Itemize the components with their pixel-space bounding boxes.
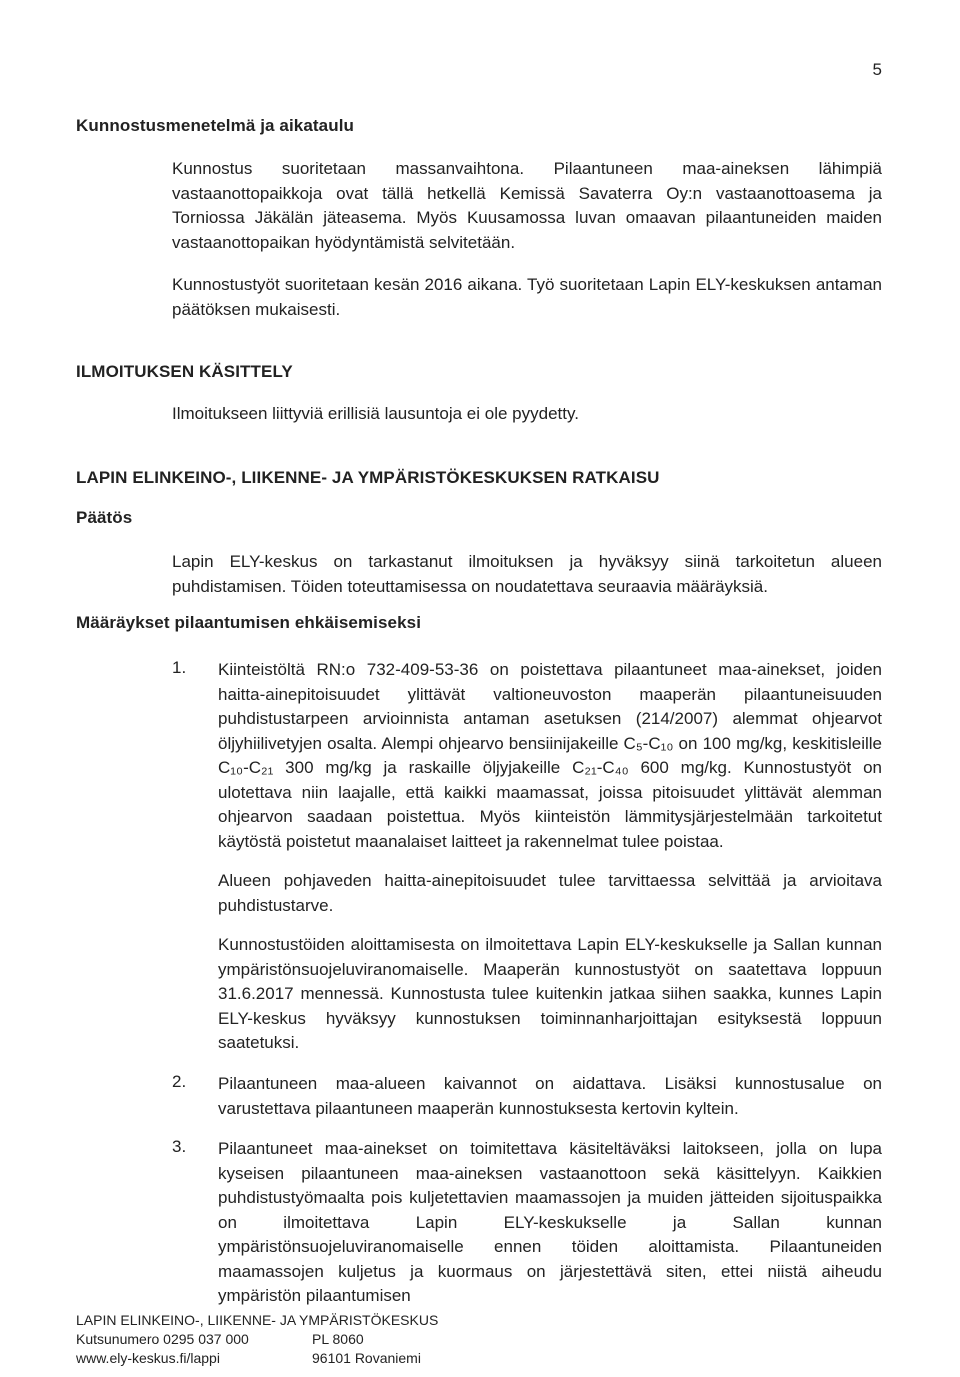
item-1-paragraph-1: Kiinteistöltä RN:o 732-409-53-36 on poistettava pilaantuneet maa-ainekset, joiden haitta-ainepitoisuudet ylittävät valtioneuvoston maaperän pilaantuneisuuden puhdistustarpeen arvioinnista antaman asetuksen (214/2007) alemmat ohjearvot öljyhiilivetyjen osalta. Alempi ohjearvo bensiinijakeille C₅-C₁₀ on 100 mg/kg, keskitisleille C₁₀-C₂₁ 300 mg/kg ja raskaille öljyjakeille C₂₁-C₄₀ 600 mg/kg. Kunnostustyöt on ulotettava niin laajalle, että kaikki maamassat, joissa pitoisuudet ylittävät alemman ohjearvon saadaan poistettua. Myös kiinteistön lämmitysjärjestelmään tarkoitetut käytöstä poistetut maanalaiset laitteet ja rakennelmat tulee poistaa.: [218, 660, 882, 851]
paragraph-menetelma-2: Kunnostustyöt suoritetaan kesän 2016 aikana. Työ suoritetaan Lapin ELY-keskuksen antaman päätöksen mukaisesti.: [172, 275, 882, 319]
item-1-paragraph-3: Kunnostustöiden aloittamisesta on ilmoitettava Lapin ELY-keskukselle ja Sallan kunnan ympäristönsuojeluviranomaiselle. Maaperän kunnostustyöt on saatettava loppuun 31.6.2017 mennessä. Kunnostusta tulee kuitenkin jatkaa siihen saakka, kunnes Lapin ELY-keskus hyväksyy kunnostuksen toiminnanharjoittajan esityksestä loppuun saatetuksi.: [218, 935, 882, 1052]
page-footer: [76, 1311, 438, 1368]
item-number: 1.: [172, 658, 187, 677]
footer-postal: 96101 Rovaniemi: [312, 1350, 421, 1366]
footer-org: LAPIN ELINKEINO-, LIIKENNE- JA YMPÄRISTÖKESKUS: [76, 1312, 439, 1328]
footer-pobox: PL 8060: [312, 1331, 364, 1347]
page-number: 5: [872, 60, 882, 79]
section-heading-maaraykset: Määräykset pilaantumisen ehkäisemiseksi: [76, 613, 422, 632]
section-heading-paatos: Päätös: [76, 508, 133, 527]
section-heading-ratkaisu: LAPIN ELINKEINO-, LIIKENNE- JA YMPÄRISTÖKESKUKSEN RATKAISU: [76, 468, 660, 487]
item-3-paragraph-1: Pilaantuneet maa-ainekset on toimitettava käsiteltäväksi laitokseen, jolla on lupa kyseisen pilaantuneen maa-aineksen vastaanottoon sekä käsittelyyn. Kaikkien puhdistustyömaalta pois kuljetettavien maamassojen ja muiden jätteiden sijoituspaikka on ilmoitettava Lapin ELY-keskukselle ja Sallan kunnan ympäristönsuojeluviranomaiselle ennen töiden aloittamista. Pilaantuneiden maamassojen kuljetus ja kuormaus on järjestettävä siten, ettei niistä aiheudu ympäristön pilaantumisen: [218, 1139, 882, 1305]
paragraph-paatos: Lapin ELY-keskus on tarkastanut ilmoituksen ja hyväksyy siinä tarkoitetun alueen puhdistamisen. Töiden toteuttamisessa on noudatettava seuraavia määräyksiä.: [172, 552, 882, 596]
section-heading-kunnostusmenetelma: Kunnostusmenetelmä ja aikataulu: [76, 116, 355, 135]
item-number: 2.: [172, 1072, 187, 1091]
section-heading-ilmoituksen-kasittely: ILMOITUKSEN KÄSITTELY: [76, 362, 293, 381]
item-2-paragraph-1: Pilaantuneen maa-alueen kaivannot on aidattava. Lisäksi kunnostusalue on varustettava pilaantuneen maaperän kunnostuksesta kertovin kyltein.: [218, 1074, 882, 1118]
paragraph-menetelma-1: Kunnostus suoritetaan massanvaihtona. Pilaantuneen maa-aineksen lähimpiä vastaanottopaikkoja ovat tällä hetkellä Kemissä Savaterra Oy:n vastaanottoasema ja Torniossa Jäkälän jäteasema. Myös Kuusamossa luvan omaavan pilaantuneiden maiden vastaanottopaikan hyödyntämistä selvitetään.: [172, 159, 882, 252]
footer-phone: Kutsunumero 0295 037 000: [76, 1331, 249, 1347]
item-1-paragraph-2: Alueen pohjaveden haitta-ainepitoisuudet tulee tarvittaessa selvittää ja arvioitava puhdistustarve.: [218, 871, 882, 915]
paragraph-ilmoitus: Ilmoitukseen liittyviä erillisiä lausuntoja ei ole pyydetty.: [172, 404, 579, 423]
item-number: 3.: [172, 1137, 187, 1156]
footer-web: www.ely-keskus.fi/lappi: [76, 1350, 220, 1366]
